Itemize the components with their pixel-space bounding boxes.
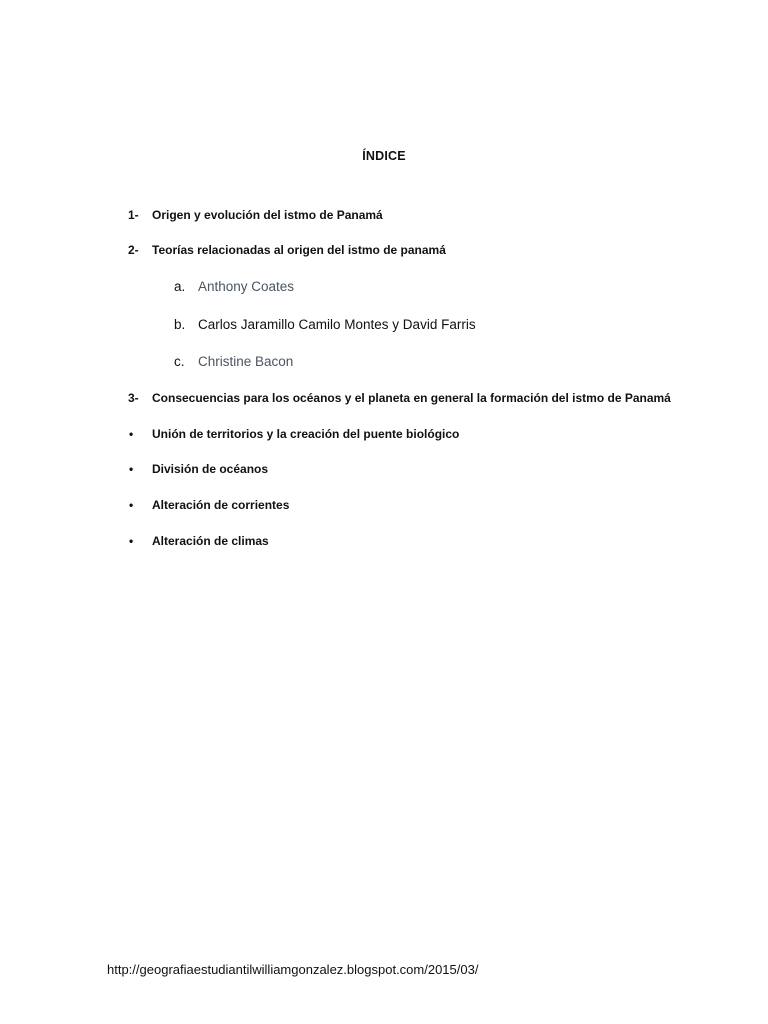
- item-text: Unión de territorios y la creación del puente biológico: [152, 427, 460, 441]
- item-text: Teorías relacionadas al origen del istmo de panamá: [152, 243, 446, 257]
- item-text: Consecuencias para los océanos y el planeta en general la formación del istmo de Panamá: [152, 391, 671, 405]
- item-number: 3-: [128, 391, 139, 405]
- bullet-icon: •: [129, 462, 134, 476]
- bullet-icon: •: [129, 498, 134, 512]
- item-text: Alteración de corrientes: [152, 498, 290, 512]
- item-letter: a.: [174, 279, 186, 294]
- item-letter: b.: [174, 317, 186, 332]
- item-text: Anthony Coates: [198, 279, 295, 294]
- page-title: ÍNDICE: [362, 149, 406, 163]
- item-text: División de océanos: [152, 462, 269, 476]
- bullet-icon: •: [129, 534, 134, 548]
- item-number: 2-: [128, 243, 139, 257]
- item-text: Alteración de climas: [152, 534, 269, 548]
- item-text: Christine Bacon: [198, 354, 294, 369]
- bullet-icon: •: [129, 427, 134, 441]
- item-text: Origen y evolución del istmo de Panamá: [152, 208, 383, 222]
- footer-url: http://geografiaestudiantilwilliamgonzalez.blogspot.com/2015/03/: [107, 962, 479, 977]
- item-letter: c.: [174, 354, 185, 369]
- item-text: Carlos Jaramillo Camilo Montes y David Farris: [198, 317, 476, 332]
- item-number: 1-: [128, 208, 139, 222]
